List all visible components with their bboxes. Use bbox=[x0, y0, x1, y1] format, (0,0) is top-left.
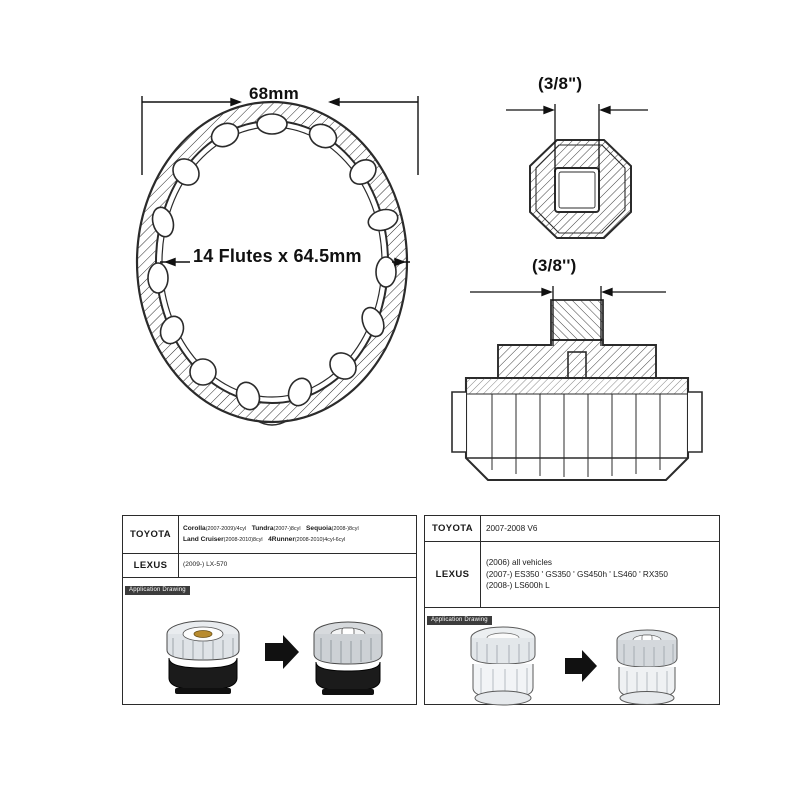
arrow-icon bbox=[265, 635, 299, 669]
application-table-left bbox=[122, 515, 417, 705]
drawing-photos-right bbox=[425, 622, 719, 796]
dimension-label-outer-diameter: 68mm bbox=[249, 84, 299, 103]
product-clear-cap-left bbox=[167, 621, 239, 694]
model-name: Sequoia bbox=[306, 525, 332, 533]
model-name: 4Runner bbox=[268, 535, 295, 543]
model-detail: (2007-)8cyl bbox=[273, 526, 301, 533]
hex-drive-view bbox=[530, 140, 631, 238]
brand-lexus-right: LEXUS bbox=[425, 542, 481, 607]
model-line bbox=[183, 535, 412, 545]
model-line bbox=[183, 524, 412, 534]
product-wrench-fitted-left bbox=[314, 622, 382, 695]
model-detail: (2008-)8cyl bbox=[331, 526, 359, 533]
drawing-photos-left bbox=[123, 592, 416, 766]
arrow-icon bbox=[565, 650, 597, 682]
dimension-label-drive-side: (3/8'') bbox=[532, 256, 577, 275]
socket-side-profile bbox=[452, 300, 702, 480]
application-drawing-left bbox=[123, 578, 416, 766]
model-name: Corolla bbox=[183, 525, 206, 533]
application-drawing-right bbox=[425, 608, 719, 796]
brand-lexus-left: LEXUS bbox=[123, 554, 179, 577]
application-drawing-label-left: Application Drawing bbox=[125, 586, 190, 595]
model-name: Land Cruiser bbox=[183, 535, 224, 543]
model-detail: (2008-2010)8cyl bbox=[223, 536, 263, 543]
table-row bbox=[425, 542, 719, 608]
toyota-models-right: 2007-2008 V6 bbox=[486, 523, 538, 533]
model-line: (2008-) LS600h L bbox=[486, 581, 550, 591]
table-row bbox=[425, 516, 719, 542]
table-row bbox=[123, 516, 416, 554]
product-wrench-fitted-right bbox=[617, 630, 677, 705]
dimension-label-drive-top: (3/8") bbox=[538, 74, 583, 93]
table-row bbox=[123, 554, 416, 578]
model-line: (2007-) ES350 ' GS350 ' GS450h ' LS460 ' RX350 bbox=[486, 569, 668, 579]
brand-toyota-left: TOYOTA bbox=[123, 516, 179, 553]
model-detail: (2007-2009)/4cyl bbox=[205, 526, 247, 533]
brand-toyota-right: TOYOTA bbox=[425, 516, 481, 541]
before-after-right-svg bbox=[425, 622, 721, 710]
lexus-models-left: (2009-) LX-570 bbox=[183, 561, 228, 569]
application-drawing-label-right: Application Drawing bbox=[427, 616, 492, 625]
model-detail: (2008-2010)4cyl-6cyl bbox=[294, 536, 346, 543]
toyota-models-left bbox=[179, 516, 416, 553]
before-after-left-svg bbox=[123, 592, 418, 704]
model-name: Tundra bbox=[251, 525, 274, 533]
lexus-models-right bbox=[481, 542, 719, 607]
model-line: (2006) all vehicles bbox=[486, 557, 552, 567]
product-clear-filter-right bbox=[471, 627, 535, 705]
application-tables bbox=[0, 512, 800, 800]
application-table-right bbox=[424, 515, 720, 705]
dimension-label-flutes: 14 Flutes x 64.5mm bbox=[193, 246, 362, 266]
